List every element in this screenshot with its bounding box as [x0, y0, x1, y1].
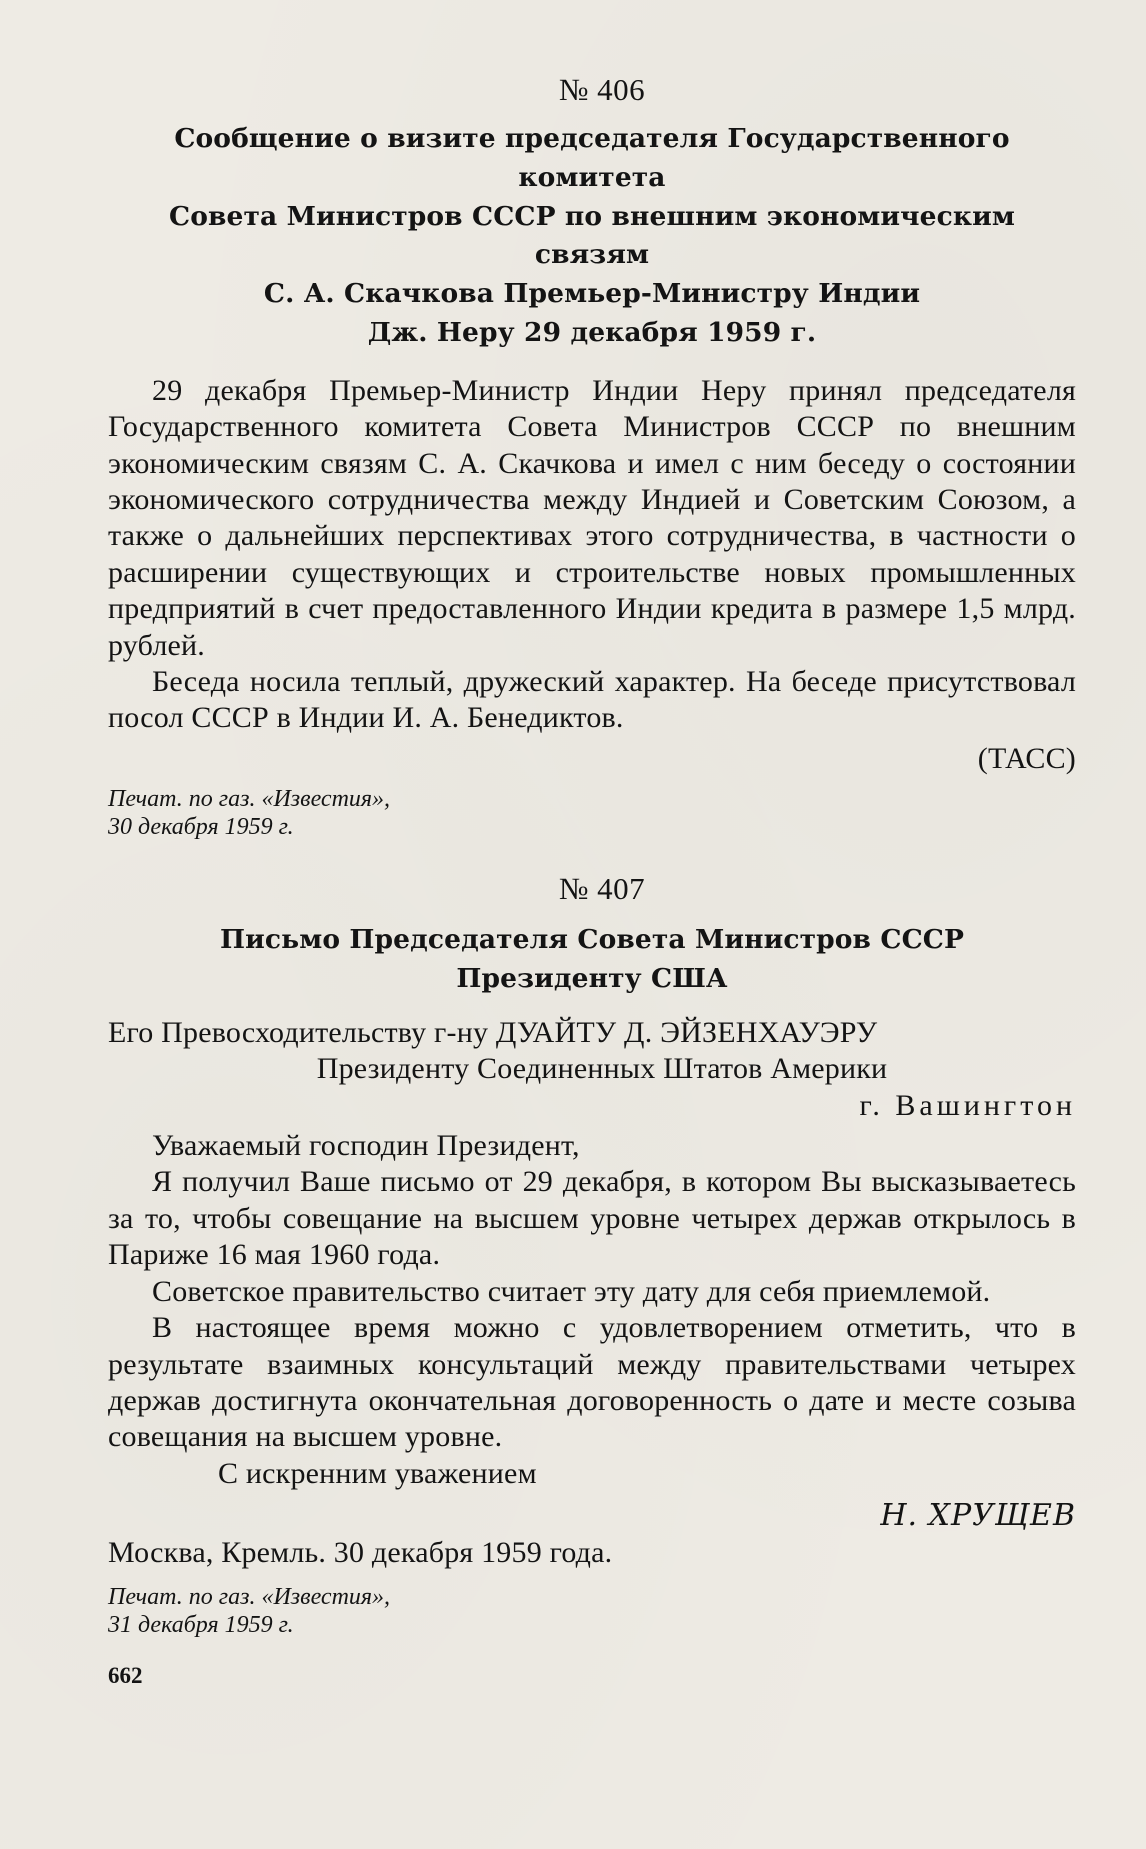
- page-number: 662: [108, 1662, 143, 1688]
- source-note: [108, 1583, 1076, 1639]
- title-line: Сообщение о визите председателя Государственного комитета: [174, 123, 1010, 193]
- paragraph: Советское правительство считает эту дату для себя приемлемой.: [152, 1274, 991, 1308]
- title-line: Дж. Неру 29 декабря 1959 г.: [367, 316, 817, 348]
- title-line: Совета Министров СССР по внешним экономическим связям: [169, 200, 1015, 271]
- closing: С искренним уважением: [218, 1456, 537, 1490]
- document-title: [108, 921, 1076, 999]
- document-406: [108, 72, 1076, 841]
- paragraph: Беседа носила теплый, дружеский характер. На беседе присутствовал посол СССР в Индии И. А. Бенедиктов.: [108, 665, 1076, 735]
- source-note: [108, 785, 1076, 841]
- paragraph: В настоящее время можно с удовлетворением отметить, что в результате взаимных консультаций между правительствами четырех держав достигнута окончательная договоренность о дате и месте созыва совещания на высшем уровне.: [108, 1311, 1076, 1454]
- news-agency-credit: (ТАСС): [977, 741, 1076, 775]
- addressee-line: Президенту Соединенных Штатов Америки: [316, 1052, 888, 1086]
- place-date: Москва, Кремль. 30 декабря 1959 года.: [108, 1535, 613, 1569]
- document-407: [108, 871, 1076, 1639]
- salutation: Уважаемый господин Президент,: [152, 1129, 580, 1163]
- document-title: [108, 120, 1076, 353]
- paragraph: 29 декабря Премьер-Министр Индии Неру принял председателя Государственного комитета Совета Министров СССР по внешним экономическим связям С. А. Скачкова и имел с ним беседу о состоянии экономического сотрудничества между Индией и Советским Союзом, а также о дальнейших перспективах этого сотрудничества, в частности о расширении существующих и строительстве новых промышленных предприятий в счет предоставленного Индии кредита в размере 1,5 млрд. рублей.: [108, 373, 1076, 662]
- source-line: 30 декабря 1959 г.: [108, 814, 294, 841]
- source-line: Печат. по газ. «Известия»,: [108, 786, 391, 813]
- title-line: Письмо Председателя Совета Министров СССР: [220, 924, 964, 956]
- source-line: 31 декабря 1959 г.: [108, 1611, 294, 1638]
- title-line: Президенту США: [456, 963, 728, 995]
- source-line: Печат. по газ. «Известия»,: [108, 1583, 391, 1610]
- title-line: С. А. Скачкова Премьер-Министру Индии: [263, 278, 921, 310]
- document-number: № 406: [558, 72, 646, 107]
- addressee-city: г. Вашингтон: [859, 1088, 1076, 1122]
- addressee-line: Его Превосходительству г-ну ДУАЙТУ Д. ЭЙЗЕНХАУЭРУ: [108, 1015, 878, 1049]
- document-number: № 407: [558, 871, 646, 907]
- paragraph: Я получил Ваше письмо от 29 декабря, в котором Вы высказываетесь за то, чтобы совещание на высшем уровне четырех держав открылось в Париже 16 мая 1960 года.: [108, 1165, 1076, 1272]
- signature: Н. ХРУЩЕВ: [880, 1498, 1076, 1534]
